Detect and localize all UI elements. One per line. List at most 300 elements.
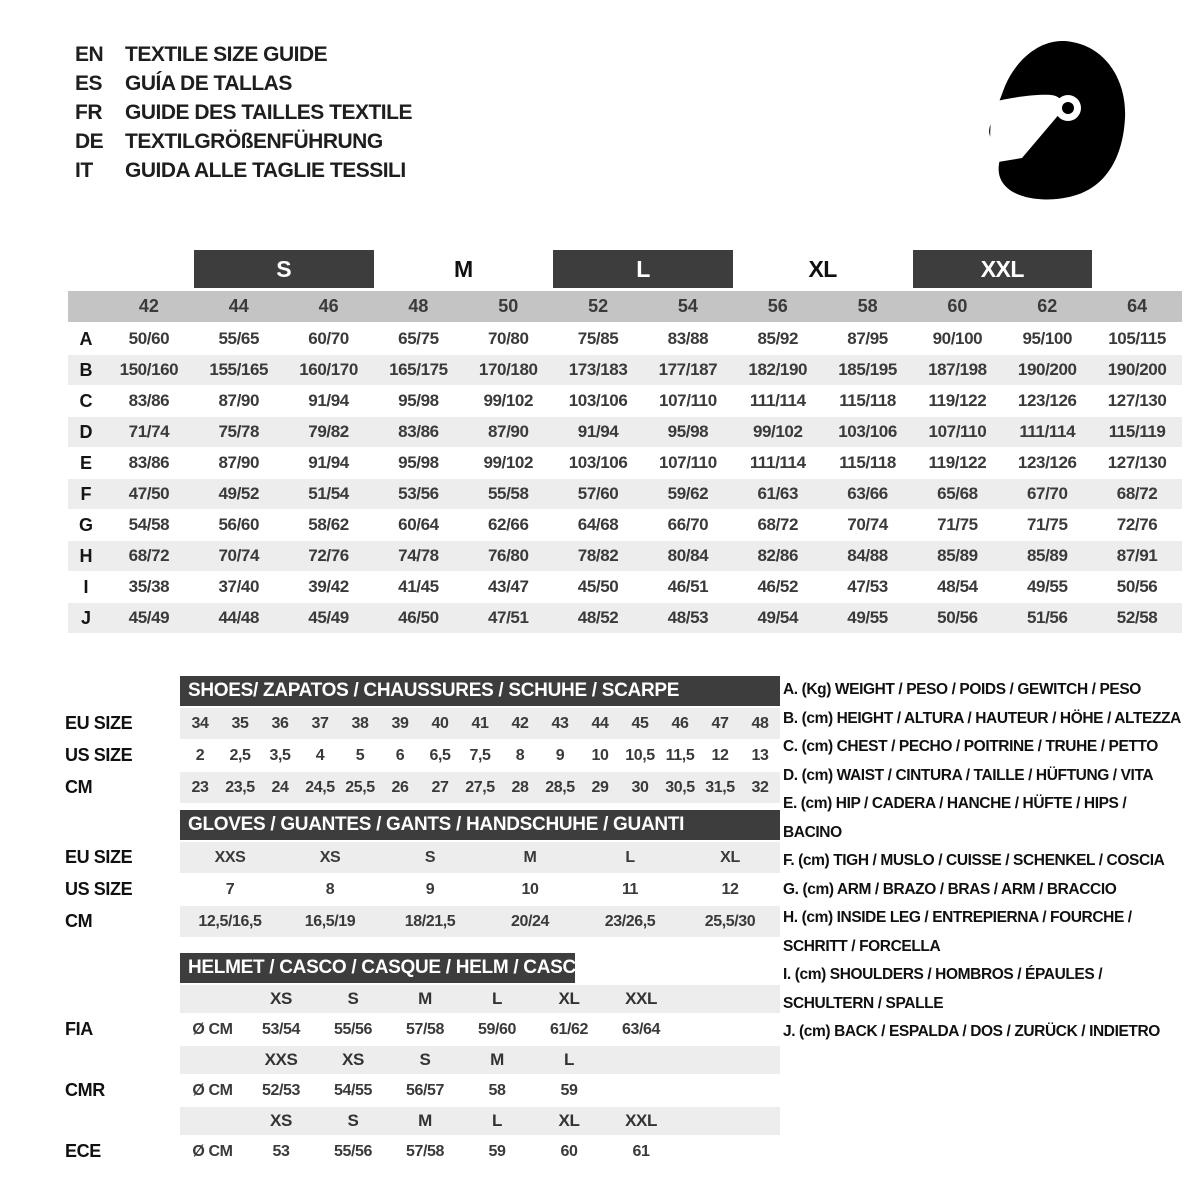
table-cell: 48 bbox=[751, 714, 769, 732]
row-label: EU SIZE bbox=[65, 847, 133, 867]
table-cell: 65/68 bbox=[937, 484, 978, 503]
table-cell: 37/40 bbox=[218, 577, 260, 596]
table-cell: 127/130 bbox=[1107, 453, 1167, 472]
table-cell: 83/86 bbox=[398, 422, 439, 441]
gloves-cells bbox=[180, 906, 780, 937]
table-cell: 25,5/30 bbox=[704, 912, 756, 930]
table-cell: 47/53 bbox=[847, 577, 888, 596]
table-cell: 52/53 bbox=[261, 1081, 301, 1099]
table-cell: 63/64 bbox=[621, 1020, 661, 1038]
table-cell: 91/94 bbox=[308, 453, 349, 472]
legend-item: D. (cm) WAIST / CINTURA / TAILLE / HÜFTUNG / VITA bbox=[783, 766, 1154, 784]
gloves-row bbox=[65, 874, 783, 905]
table-cell: 71/75 bbox=[937, 515, 978, 534]
table-cell: 51/54 bbox=[308, 484, 349, 503]
table-cell: 46 bbox=[671, 714, 689, 732]
measurement-legend bbox=[783, 676, 1185, 1168]
language-title: TEXTILE SIZE GUIDE bbox=[125, 42, 328, 66]
table-cell: 59/62 bbox=[667, 484, 709, 503]
table-cell: 12 bbox=[711, 746, 729, 764]
legend-item: B. (cm) HEIGHT / ALTURA / HAUTEUR / HÖHE / ALTEZZA bbox=[783, 709, 1181, 727]
racing-helmet-icon bbox=[976, 34, 1138, 214]
table-cell: 111/114 bbox=[1019, 422, 1076, 441]
table-cell: 2,5 bbox=[229, 746, 251, 764]
table-cell: L bbox=[625, 848, 635, 866]
helmet-size-label: S bbox=[347, 989, 359, 1008]
legend-item: E. (cm) HIP / CADERA / HANCHE / HÜFTE / HIPS / BACINO bbox=[783, 795, 1127, 841]
table-row bbox=[68, 386, 1182, 416]
table-cell: 127/130 bbox=[1107, 391, 1167, 410]
gutter-spacer bbox=[65, 810, 180, 840]
shoes-row bbox=[65, 740, 783, 771]
language-row bbox=[75, 69, 412, 98]
table-cell: 103/106 bbox=[568, 391, 628, 410]
table-cell: 11 bbox=[621, 880, 639, 898]
table-cell: 57/58 bbox=[405, 1020, 445, 1038]
table-cell: 99/102 bbox=[483, 391, 534, 410]
size-group-xl: XL bbox=[808, 255, 837, 282]
helmet-value-cells bbox=[180, 1014, 780, 1045]
language-code: DE bbox=[75, 129, 104, 153]
helmet-title-bar: HELMET / CASCO / CASQUE / HELM / CASCO bbox=[180, 953, 575, 983]
table-cell: 28,5 bbox=[545, 778, 575, 796]
table-cell: 49/54 bbox=[757, 608, 799, 627]
table-cell: 115/118 bbox=[839, 391, 896, 410]
helmet-section bbox=[65, 953, 783, 1167]
shoes-section bbox=[65, 676, 783, 803]
table-cell: 7 bbox=[225, 880, 235, 898]
shoes-rows bbox=[65, 708, 783, 803]
table-cell: 70/80 bbox=[487, 329, 529, 348]
table-cell: 23,5 bbox=[225, 778, 255, 796]
table-row bbox=[68, 448, 1182, 478]
table-cell: S bbox=[424, 848, 436, 866]
table-cell: 57/60 bbox=[577, 484, 619, 503]
row-label: C bbox=[79, 390, 93, 411]
helmet-size-cells bbox=[180, 1046, 780, 1074]
table-cell: 16,5/19 bbox=[304, 912, 356, 930]
table-cell: 39/42 bbox=[308, 577, 349, 596]
table-cell: 26 bbox=[391, 778, 409, 796]
language-row bbox=[75, 98, 412, 127]
table-cell: 87/90 bbox=[487, 422, 529, 441]
table-cell: 65/75 bbox=[398, 329, 439, 348]
table-cell: 32 bbox=[751, 778, 769, 796]
table-cell: 119/122 bbox=[928, 391, 987, 410]
helmet-size-label: XL bbox=[558, 1111, 580, 1130]
table-cell: 46/52 bbox=[757, 577, 799, 596]
helmet-rows bbox=[65, 985, 783, 1167]
helmet-size-label: XXL bbox=[625, 989, 657, 1008]
lower-left-column bbox=[65, 676, 783, 1168]
table-cell: 70/74 bbox=[218, 546, 260, 565]
table-cell: 187/198 bbox=[928, 360, 987, 379]
table-cell: 59 bbox=[560, 1081, 578, 1099]
table-cell: 165/175 bbox=[389, 360, 448, 379]
table-cell: 99/102 bbox=[752, 422, 803, 441]
table-cell: 71/74 bbox=[128, 422, 170, 441]
language-title: TEXTILGRÖßENFÜHRUNG bbox=[125, 129, 383, 153]
row-label: CM bbox=[65, 911, 93, 931]
shoes-cells bbox=[180, 772, 780, 803]
table-cell: 58 bbox=[488, 1081, 506, 1099]
table-cell: 111/114 bbox=[749, 453, 806, 472]
helmet-size-label: S bbox=[419, 1050, 431, 1069]
table-cell: 95/100 bbox=[1022, 329, 1073, 348]
row-label: D bbox=[79, 421, 93, 442]
table-cell: 95/98 bbox=[667, 422, 709, 441]
textile-rows bbox=[68, 324, 1182, 633]
size-group-m: M bbox=[453, 255, 473, 282]
table-cell: 57/58 bbox=[405, 1142, 445, 1160]
table-cell: 83/86 bbox=[128, 453, 170, 472]
diameter-unit-label: Ø CM bbox=[192, 1020, 233, 1038]
table-cell: 119/122 bbox=[928, 453, 987, 472]
table-cell: 82/86 bbox=[757, 546, 799, 565]
lower-area bbox=[65, 676, 1187, 1168]
table-row bbox=[68, 541, 1182, 571]
table-cell: 90/100 bbox=[932, 329, 983, 348]
table-cell: 99/102 bbox=[483, 453, 534, 472]
table-cell: 6,5 bbox=[429, 746, 451, 764]
helmet-size-label: XS bbox=[270, 1111, 292, 1130]
table-cell: 76/80 bbox=[487, 546, 529, 565]
table-cell: 27,5 bbox=[465, 778, 495, 796]
table-cell: 43 bbox=[551, 714, 569, 732]
table-cell: 60/70 bbox=[308, 329, 349, 348]
helmet-size-label: XXL bbox=[625, 1111, 657, 1130]
table-cell: 49/52 bbox=[218, 484, 260, 503]
table-cell: 85/92 bbox=[757, 329, 799, 348]
table-cell: 30,5 bbox=[665, 778, 695, 796]
row-label: A bbox=[79, 328, 93, 349]
table-cell: 58/62 bbox=[308, 515, 349, 534]
table-cell: 5 bbox=[355, 746, 365, 764]
table-cell: 44/48 bbox=[218, 608, 260, 627]
language-code: FR bbox=[75, 100, 102, 124]
table-cell: 54/58 bbox=[128, 515, 170, 534]
table-cell: 62/66 bbox=[487, 515, 529, 534]
table-cell: 10 bbox=[521, 880, 539, 898]
legend-item: H. (cm) INSIDE LEG / ENTREPIERNA / FOURCHE / SCHRITT / FORCELLA bbox=[783, 909, 1132, 955]
legend-item: I. (cm) SHOULDERS / HOMBROS / ÉPAULES / SCHULTERN / SPALLE bbox=[783, 966, 1103, 1012]
table-cell: 43/47 bbox=[487, 577, 529, 596]
table-row bbox=[68, 355, 1182, 385]
table-row bbox=[68, 324, 1182, 354]
table-cell: 185/195 bbox=[838, 360, 897, 379]
size-number: 52 bbox=[588, 296, 609, 316]
helmet-value-cells bbox=[180, 1136, 780, 1167]
size-number: 54 bbox=[677, 296, 698, 316]
helmet-size-label: M bbox=[490, 1050, 504, 1069]
table-cell: 53 bbox=[272, 1142, 290, 1160]
table-row bbox=[68, 572, 1182, 602]
table-cell: 41 bbox=[471, 714, 489, 732]
table-cell: 54/55 bbox=[333, 1081, 373, 1099]
table-cell: 103/106 bbox=[838, 422, 897, 441]
table-cell: 66/70 bbox=[667, 515, 709, 534]
language-title: GUÍA DE TALLAS bbox=[125, 71, 292, 95]
size-number: 50 bbox=[498, 296, 519, 316]
standard-label: CMR bbox=[65, 1080, 105, 1100]
language-code: IT bbox=[75, 158, 93, 182]
size-group-s: S bbox=[194, 250, 374, 288]
helmet-size-cells bbox=[180, 985, 780, 1013]
table-cell: 85/89 bbox=[937, 546, 978, 565]
table-cell: 53/54 bbox=[261, 1020, 301, 1038]
size-group-band bbox=[68, 250, 1182, 288]
size-number: 44 bbox=[228, 296, 249, 316]
helmet-value-row bbox=[65, 1075, 783, 1106]
language-title: GUIDE DES TAILLES TEXTILE bbox=[125, 100, 412, 124]
table-cell: 39 bbox=[391, 714, 409, 732]
shoes-row bbox=[65, 772, 783, 803]
table-cell: 53/56 bbox=[398, 484, 439, 503]
table-cell: 37 bbox=[311, 714, 329, 732]
table-cell: 11,5 bbox=[665, 746, 695, 764]
legend-item: J. (cm) BACK / ESPALDA / DOS / ZURÜCK / INDIETRO bbox=[783, 1023, 1160, 1040]
legend-item: F. (cm) TIGH / MUSLO / CUISSE / SCHENKEL / COSCIA bbox=[783, 852, 1165, 869]
table-cell: XXS bbox=[214, 848, 246, 866]
table-cell: 72/76 bbox=[1116, 515, 1158, 534]
table-cell: 45 bbox=[631, 714, 649, 732]
table-cell: 34 bbox=[191, 714, 209, 732]
row-label: I bbox=[83, 576, 89, 597]
table-cell: 61/62 bbox=[549, 1020, 589, 1038]
table-cell: 44 bbox=[591, 714, 609, 732]
table-cell: 115/118 bbox=[839, 453, 896, 472]
table-row bbox=[68, 479, 1182, 509]
table-cell: 190/200 bbox=[1017, 360, 1077, 379]
helmet-size-label: XXS bbox=[264, 1050, 298, 1069]
table-cell: 55/56 bbox=[333, 1142, 373, 1160]
table-cell: 36 bbox=[271, 714, 289, 732]
table-cell: 46/50 bbox=[398, 608, 439, 627]
helmet-size-label: XS bbox=[342, 1050, 364, 1069]
table-cell: 29 bbox=[591, 778, 609, 796]
row-label: US SIZE bbox=[65, 879, 133, 899]
table-cell: 27 bbox=[431, 778, 449, 796]
gutter-spacer bbox=[65, 1046, 180, 1074]
table-cell: 85/89 bbox=[1026, 546, 1068, 565]
table-cell: 47/50 bbox=[128, 484, 170, 503]
table-cell: 9 bbox=[555, 746, 565, 764]
table-cell: 12,5/16,5 bbox=[198, 912, 262, 930]
table-row bbox=[68, 417, 1182, 447]
row-label: F bbox=[80, 483, 92, 504]
language-row bbox=[75, 156, 412, 185]
table-cell: 56/57 bbox=[405, 1081, 445, 1099]
table-cell: 59/60 bbox=[477, 1020, 517, 1038]
table-cell: 48/53 bbox=[667, 608, 709, 627]
table-cell: XS bbox=[319, 848, 341, 866]
shoes-title-bar: SHOES/ ZAPATOS / CHAUSSURES / SCHUHE / SCARPE bbox=[180, 676, 780, 706]
table-cell: 61 bbox=[632, 1142, 650, 1160]
table-cell: 84/88 bbox=[847, 546, 888, 565]
table-cell: XL bbox=[720, 848, 740, 866]
size-number: 64 bbox=[1127, 296, 1148, 316]
row-label: EU SIZE bbox=[65, 713, 133, 733]
table-cell: 23 bbox=[191, 778, 209, 796]
table-cell: 48/54 bbox=[937, 577, 978, 596]
table-cell: 35 bbox=[231, 714, 249, 732]
table-cell: 7,5 bbox=[469, 746, 491, 764]
table-cell: 49/55 bbox=[1026, 577, 1068, 596]
table-cell: 24 bbox=[271, 778, 289, 796]
size-number: 58 bbox=[857, 296, 878, 316]
table-cell: 160/170 bbox=[299, 360, 358, 379]
table-cell: 68/72 bbox=[128, 546, 170, 565]
table-cell: 83/86 bbox=[128, 391, 170, 410]
gloves-title-bar: GLOVES / GUANTES / GANTS / HANDSCHUHE / GUANTI bbox=[180, 810, 780, 840]
gloves-rows bbox=[65, 842, 783, 937]
table-cell: 47 bbox=[711, 714, 729, 732]
helmet-size-label: M bbox=[418, 989, 432, 1008]
diameter-unit-label: Ø CM bbox=[192, 1142, 233, 1160]
table-cell: 31,5 bbox=[705, 778, 735, 796]
table-cell: 115/119 bbox=[1108, 422, 1166, 441]
table-cell: 123/126 bbox=[1017, 391, 1077, 410]
table-cell: 8 bbox=[325, 880, 335, 898]
table-cell: 42 bbox=[511, 714, 529, 732]
table-cell: 49/55 bbox=[847, 608, 888, 627]
table-cell: 38 bbox=[351, 714, 369, 732]
shoes-cells bbox=[180, 740, 780, 771]
language-code: ES bbox=[75, 71, 103, 95]
table-cell: 55/58 bbox=[487, 484, 529, 503]
table-cell: 50/56 bbox=[1116, 577, 1158, 596]
table-cell: 50/56 bbox=[937, 608, 978, 627]
gloves-row bbox=[65, 842, 783, 873]
table-cell: 170/180 bbox=[478, 360, 538, 379]
legend-item: A. (Kg) WEIGHT / PESO / POIDS / GEWITCH / PESO bbox=[783, 681, 1141, 698]
table-cell: 46/51 bbox=[667, 577, 709, 596]
table-cell: 50/60 bbox=[128, 329, 170, 348]
helmet-size-row bbox=[65, 1046, 783, 1074]
helmet-size-label: XS bbox=[270, 989, 292, 1008]
table-cell: 95/98 bbox=[398, 391, 439, 410]
table-cell: 61/63 bbox=[757, 484, 799, 503]
table-cell: 155/165 bbox=[209, 360, 269, 379]
helmet-size-label: L bbox=[564, 1050, 574, 1069]
table-cell: 35/38 bbox=[128, 577, 170, 596]
row-label: B bbox=[79, 359, 93, 380]
table-cell: 190/200 bbox=[1107, 360, 1167, 379]
table-cell: 40 bbox=[431, 714, 449, 732]
table-cell: 45/49 bbox=[308, 608, 349, 627]
table-cell: 105/115 bbox=[1108, 329, 1166, 348]
table-cell: 150/160 bbox=[119, 360, 179, 379]
language-title: GUIDA ALLE TAGLIE TESSILI bbox=[125, 158, 406, 182]
gutter-spacer bbox=[65, 953, 180, 983]
table-cell: 47/51 bbox=[487, 608, 529, 627]
table-row bbox=[68, 510, 1182, 540]
table-cell: 45/50 bbox=[577, 577, 619, 596]
table-cell: 182/190 bbox=[748, 360, 808, 379]
gloves-cells bbox=[180, 874, 780, 905]
row-label: H bbox=[79, 545, 93, 566]
gutter-spacer bbox=[65, 1107, 180, 1135]
table-cell: 83/88 bbox=[667, 329, 709, 348]
table-cell: 2 bbox=[195, 746, 205, 764]
row-label: CM bbox=[65, 777, 93, 797]
size-group-l: L bbox=[553, 250, 733, 288]
shoes-cells bbox=[180, 708, 780, 739]
table-cell: 75/78 bbox=[218, 422, 260, 441]
table-cell: 25,5 bbox=[345, 778, 375, 796]
legend-item: C. (cm) CHEST / PECHO / POITRINE / TRUHE / PETTO bbox=[783, 738, 1158, 755]
table-cell: 95/98 bbox=[398, 453, 439, 472]
table-cell: 56/60 bbox=[218, 515, 260, 534]
table-cell: 107/110 bbox=[928, 422, 987, 441]
table-cell: 13 bbox=[751, 746, 769, 764]
table-cell: 67/70 bbox=[1026, 484, 1068, 503]
row-label: US SIZE bbox=[65, 745, 133, 765]
standard-label: ECE bbox=[65, 1141, 101, 1161]
helmet-size-cells bbox=[180, 1107, 780, 1135]
table-cell: 23/26,5 bbox=[604, 912, 656, 930]
table-cell: 3,5 bbox=[269, 746, 291, 764]
table-cell: 107/110 bbox=[659, 391, 717, 410]
table-cell: 48/52 bbox=[577, 608, 619, 627]
table-cell: 103/106 bbox=[568, 453, 628, 472]
table-cell: 12 bbox=[721, 880, 739, 898]
table-cell: 123/126 bbox=[1017, 453, 1077, 472]
standard-label: FIA bbox=[65, 1019, 93, 1039]
table-cell: 55/65 bbox=[218, 329, 260, 348]
helmet-value-cells bbox=[180, 1075, 780, 1106]
table-cell: 72/76 bbox=[308, 546, 349, 565]
table-cell: 87/91 bbox=[1116, 546, 1158, 565]
table-cell: 55/56 bbox=[333, 1020, 373, 1038]
helmet-size-label: L bbox=[492, 989, 502, 1008]
size-number: 46 bbox=[318, 296, 339, 316]
table-cell: 8 bbox=[515, 746, 525, 764]
table-cell: 111/114 bbox=[749, 391, 806, 410]
size-number: 42 bbox=[138, 296, 159, 316]
language-row bbox=[75, 127, 412, 156]
helmet-size-row bbox=[65, 1107, 783, 1135]
table-cell: 87/90 bbox=[218, 453, 260, 472]
table-cell: 71/75 bbox=[1026, 515, 1068, 534]
helmet-size-label: M bbox=[418, 1111, 432, 1130]
table-cell: 91/94 bbox=[577, 422, 619, 441]
table-cell: 45/49 bbox=[128, 608, 170, 627]
table-cell: 60 bbox=[560, 1142, 578, 1160]
row-label: G bbox=[78, 514, 93, 535]
table-cell: 68/72 bbox=[1116, 484, 1158, 503]
table-row bbox=[68, 603, 1182, 633]
helmet-size-label: S bbox=[347, 1111, 359, 1130]
gloves-cells bbox=[180, 842, 780, 873]
size-number: 60 bbox=[947, 296, 968, 316]
diameter-unit-label: Ø CM bbox=[192, 1081, 233, 1099]
table-cell: 28 bbox=[511, 778, 529, 796]
size-group-xxl: XXL bbox=[913, 250, 1093, 288]
textile-size-table bbox=[68, 250, 1182, 634]
table-cell: 51/56 bbox=[1026, 608, 1068, 627]
table-cell: 80/84 bbox=[667, 546, 709, 565]
table-cell: 107/110 bbox=[659, 453, 717, 472]
gutter-spacer bbox=[65, 985, 180, 1013]
table-cell: M bbox=[523, 848, 537, 866]
helmet-value-row bbox=[65, 1014, 783, 1045]
table-cell: 75/85 bbox=[577, 329, 619, 348]
shoes-row bbox=[65, 708, 783, 739]
language-row bbox=[75, 40, 412, 69]
table-cell: 63/66 bbox=[847, 484, 888, 503]
legend-item: G. (cm) ARM / BRAZO / BRAS / ARM / BRACCIO bbox=[783, 880, 1117, 898]
